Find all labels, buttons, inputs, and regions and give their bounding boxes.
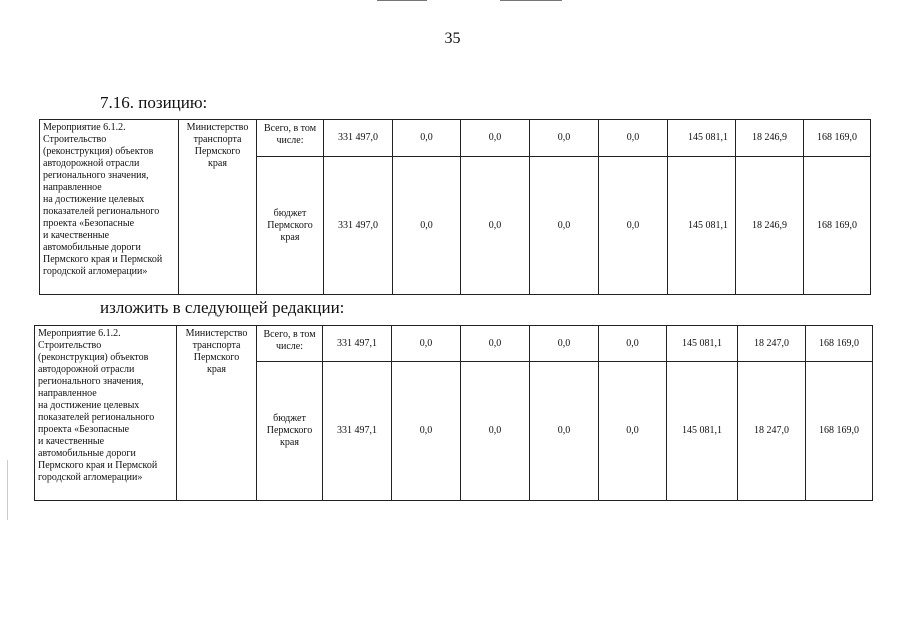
value-cell: 0,0: [393, 120, 461, 157]
row-label-budget: бюджет Пермского края: [257, 157, 324, 295]
value-cell: 145 081,1: [668, 120, 736, 157]
value-cell: 145 081,1: [668, 157, 736, 295]
value-cell: 331 497,0: [324, 157, 393, 295]
scan-edge-mark: [7, 460, 8, 520]
value-cell: 18 247,0: [738, 362, 806, 501]
value-cell: 0,0: [599, 120, 668, 157]
page-number: 35: [444, 30, 461, 47]
value-cell: 145 081,1: [667, 326, 738, 362]
value-cell: 168 169,0: [804, 120, 871, 157]
value-cell: 0,0: [461, 157, 530, 295]
value-cell: 0,0: [599, 157, 668, 295]
row-label-total: Всего, в том числе:: [257, 326, 323, 362]
position-caption: 7.16. позицию:: [100, 93, 208, 112]
table-row: [40, 120, 871, 157]
new-edition-table: [34, 325, 873, 501]
current-position-table: [39, 119, 871, 295]
value-cell: 0,0: [530, 326, 599, 362]
row-label-total: Всего, в том числе:: [257, 120, 324, 157]
value-cell: 0,0: [461, 120, 530, 157]
value-cell: 145 081,1: [667, 362, 738, 501]
value-cell: 0,0: [530, 362, 599, 501]
measure-description: Мероприятие 6.1.2. Строительство (реконструкция) объектов автодорожной отрасли регионального значения, направленное на достижение целевых показателей регионального проекта «Безопасные и качественные автомобильные дороги Пермского края и Пермской городской агломерации»: [35, 326, 177, 501]
value-cell: 168 169,0: [804, 157, 871, 295]
value-cell: 331 497,1: [323, 326, 392, 362]
value-cell: 0,0: [461, 362, 530, 501]
value-cell: 168 169,0: [806, 362, 873, 501]
value-cell: 0,0: [461, 326, 530, 362]
value-cell: 168 169,0: [806, 326, 873, 362]
value-cell: 0,0: [530, 157, 599, 295]
value-cell: 0,0: [392, 362, 461, 501]
row-label-budget: бюджет Пермского края: [257, 362, 323, 501]
value-cell: 18 246,9: [736, 120, 804, 157]
value-cell: 331 497,1: [323, 362, 392, 501]
value-cell: 0,0: [530, 120, 599, 157]
value-cell: 0,0: [392, 326, 461, 362]
value-cell: 331 497,0: [324, 120, 393, 157]
table-row: [35, 326, 873, 362]
scan-artifact-line: [377, 0, 427, 1]
value-cell: 18 247,0: [738, 326, 806, 362]
value-cell: 0,0: [599, 362, 667, 501]
scan-artifact-line: [500, 0, 562, 1]
measure-description: Мероприятие 6.1.2. Строительство (реконструкция) объектов автодорожной отрасли регионального значения, направленное на достижение целевых показателей регионального проекта «Безопасные и качественные автомобильные дороги Пермского края и Пермской городской агломерации»: [40, 120, 179, 295]
value-cell: 18 246,9: [736, 157, 804, 295]
new-edition-caption: изложить в следующей редакции:: [100, 298, 345, 317]
responsible-executor: Министерство транспорта Пермского края: [179, 120, 257, 295]
value-cell: 0,0: [599, 326, 667, 362]
value-cell: 0,0: [393, 157, 461, 295]
responsible-executor: Министерство транспорта Пермского края: [177, 326, 257, 501]
